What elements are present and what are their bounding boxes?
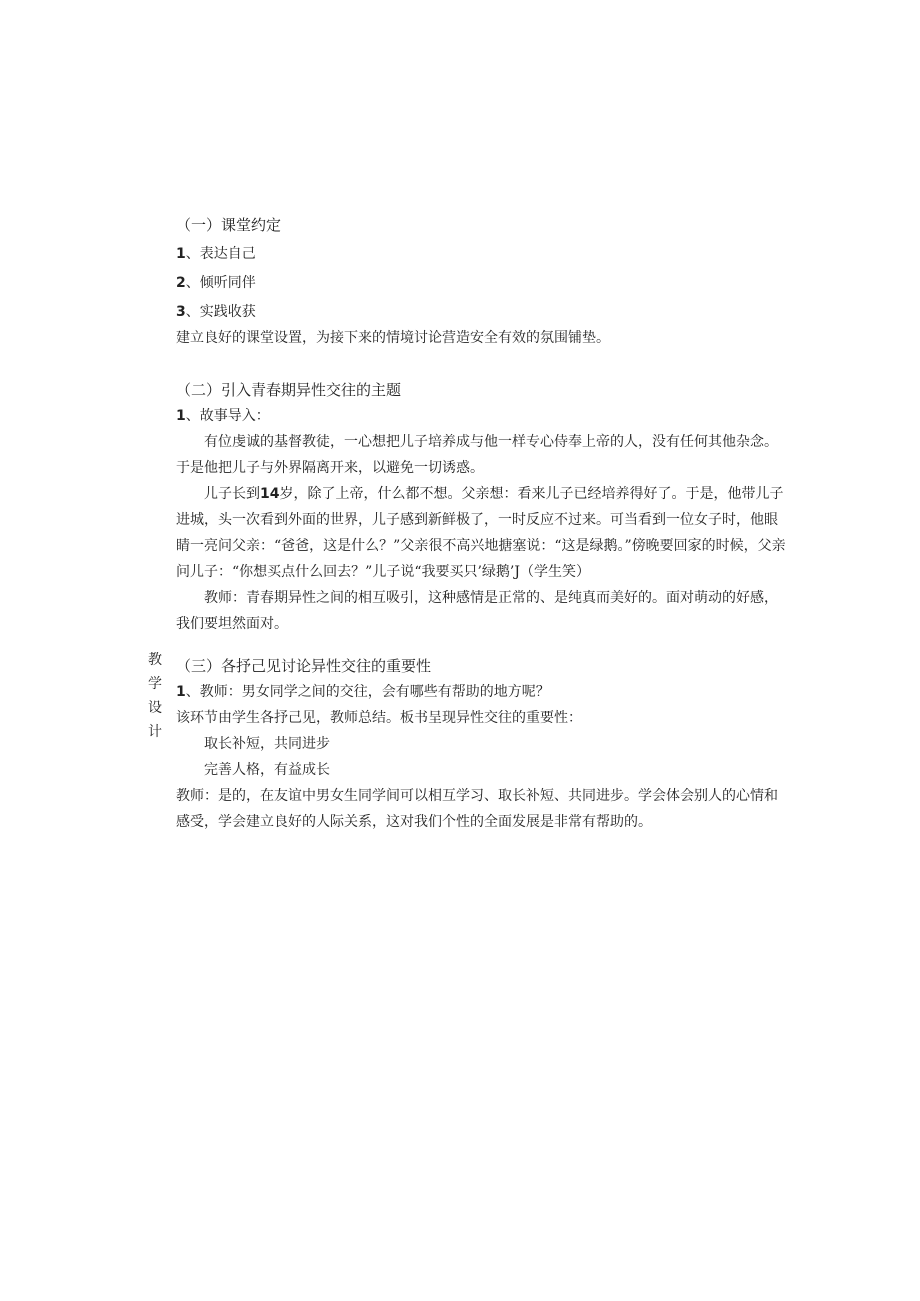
age-number: 14: [260, 486, 280, 502]
item-text: 、表达自己: [185, 246, 256, 262]
item-text: 、故事导入：: [185, 408, 270, 424]
list-item: [176, 270, 786, 296]
item-number: 3: [176, 304, 186, 320]
story-paragraph: 有位虔诚的基督教徒，一心想把儿子培养成与他一样专心侍奉上帝的人，没有任何其他杂念。于是他把儿子与外界隔离开来，以避免一切诱惑。: [176, 434, 778, 476]
side-char: 学: [148, 676, 162, 692]
item-text: 、倾听同伴: [185, 275, 256, 291]
teaching-design-label: [146, 648, 164, 744]
item-number: 2: [176, 275, 186, 291]
teacher-paragraph: 教师：是的，在友谊中男女生同学间可以相互学习、取长补短、共同进步。学会体会别人的心情和感受，学会建立良好的人际关系，这对我们个性的全面发展是非常有帮助的。: [176, 788, 778, 830]
item-text: 、教师：男女同学之间的交往，会有哪些有帮助的地方呢？: [185, 684, 550, 700]
list-item: [176, 679, 786, 705]
item-text: 、实践收获: [185, 304, 256, 320]
item-number: 1: [176, 408, 186, 424]
side-char: 设: [148, 700, 162, 716]
side-char: 计: [148, 724, 162, 740]
story-text: 儿子长到: [204, 486, 260, 502]
side-char: 教: [148, 652, 162, 668]
story-paragraph: [176, 481, 786, 585]
section1-summary: 建立良好的课堂设置，为接下来的情境讨论营造安全有效的氛围铺垫。: [176, 330, 610, 346]
board-point: 取长补短，共同进步: [204, 736, 330, 752]
board-point: 完善人格，有益成长: [204, 762, 330, 778]
item-number: 1: [176, 246, 186, 262]
section2-heading: （二）引入青春期异性交往的主题: [176, 381, 402, 399]
section1-heading: （一）课堂约定: [176, 216, 282, 234]
list-item: [176, 403, 786, 429]
teacher-paragraph: 教师：青春期异性之间的相互吸引，这种感情是正常的、是纯真而美好的。面对萌动的好感，我们要坦然面对。: [176, 590, 778, 632]
section3-heading: （三）各抒己见讨论异性交往的重要性: [176, 657, 432, 675]
list-item: [176, 241, 786, 267]
summary-line: 该环节由学生各抒己见，教师总结。板书呈现异性交往的重要性：: [176, 710, 582, 726]
story-text: 岁，除了上帝，什么都不想。父亲想：看来儿子已经培养得好了。于是，他带儿子进城，头一次看到外面的世界，儿子感到新鲜极了，一时反应不过来。可当看到一位女子时，他眼睛一亮问父亲：“爸爸，这是什么？”父亲很不高兴地搪塞说：“这是绿鹅。”傍晚要回家的时候，父亲问儿子：“你想买点什么回去？”儿子说“我要买只’绿鹅’J（学生笑）: [176, 486, 786, 580]
document-body: [176, 212, 786, 835]
list-item: [176, 299, 786, 325]
item-number: 1: [176, 684, 186, 700]
